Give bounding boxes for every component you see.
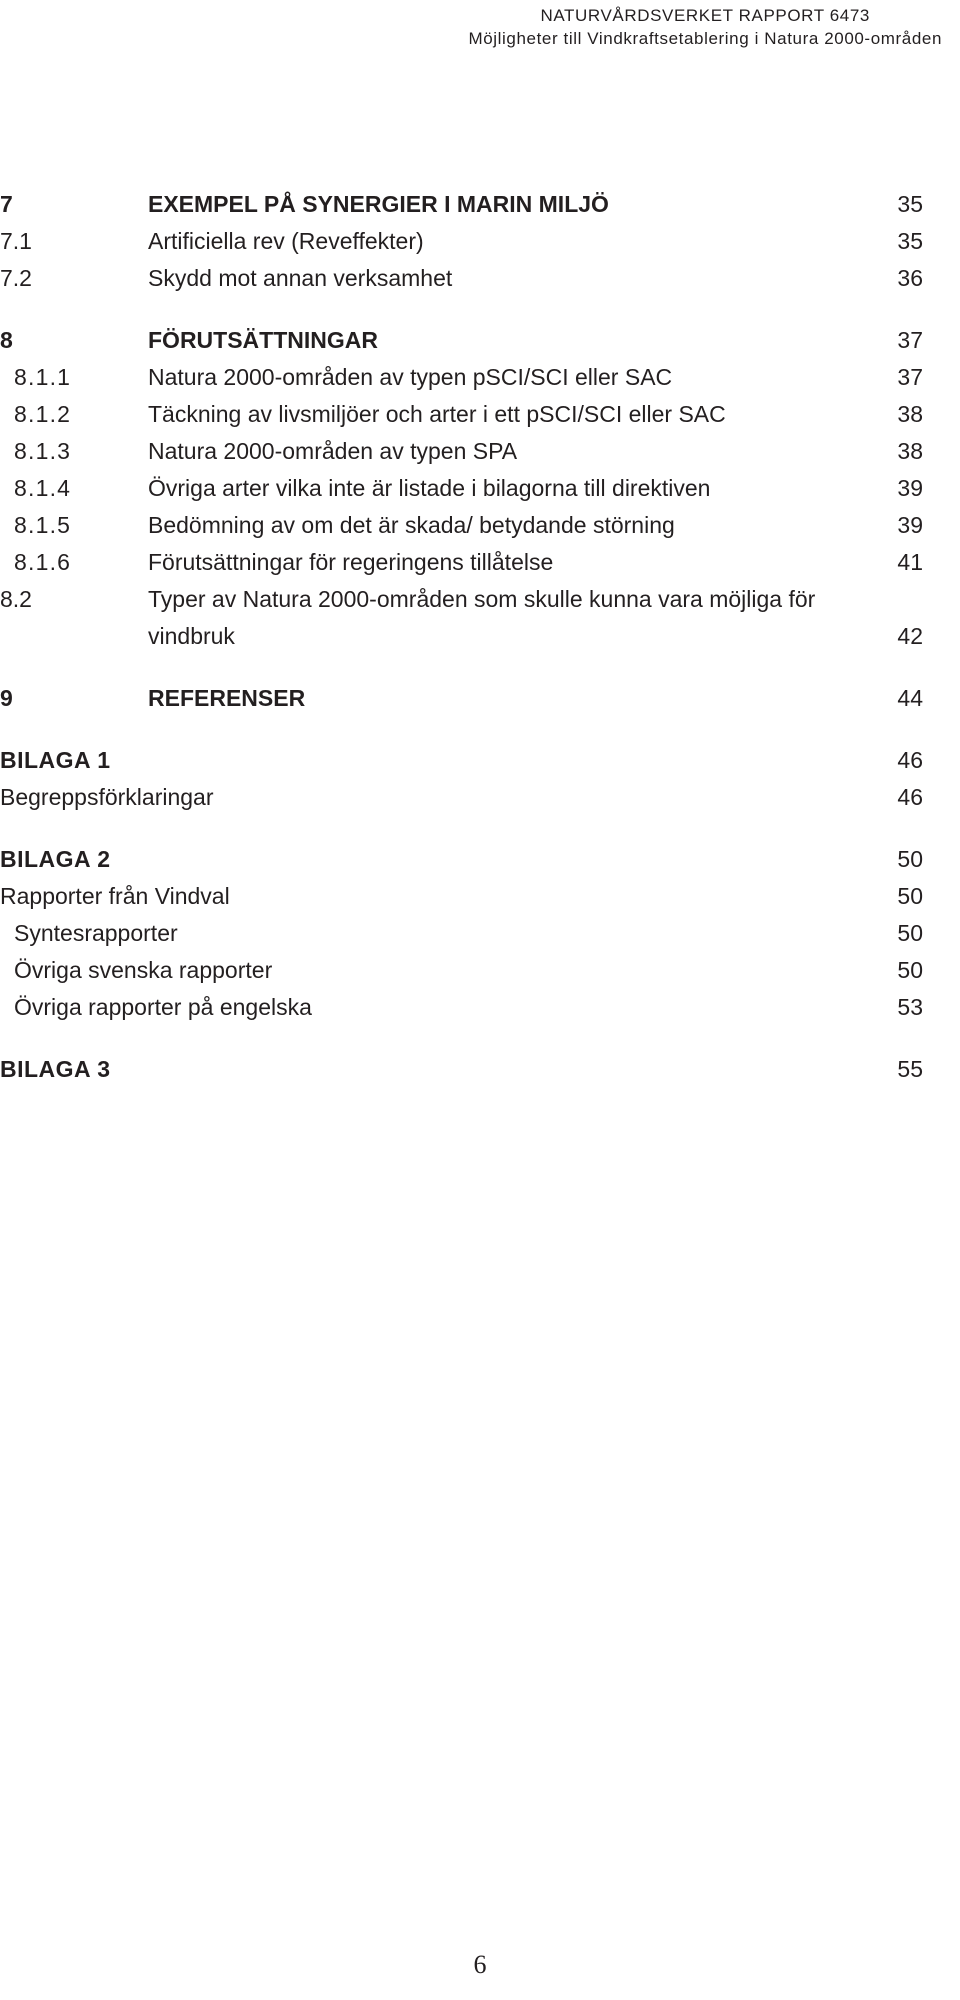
toc-title: Övriga rapporter på engelska [14,994,312,1020]
table-of-contents [0,186,960,1088]
toc-page: 46 [897,784,923,810]
toc-number: 8.1.4 [14,475,72,501]
toc-entry-8-1-2[interactable] [0,396,960,433]
toc-page: 38 [897,438,923,464]
toc-page: 35 [897,228,923,254]
toc-number: 7.2 [0,265,32,291]
toc-entry-ovriga-svenska-rapporter[interactable] [0,952,960,989]
toc-page: 50 [897,920,923,946]
toc-number: 8 [0,327,13,353]
toc-entry-7-2[interactable] [0,260,960,297]
toc-title: Skydd mot annan verksamhet [148,265,453,291]
section-spacer [0,1026,960,1051]
toc-entry-8-1-6[interactable] [0,544,960,581]
toc-entry-bilaga-1[interactable] [0,742,960,779]
toc-title: Typer av Natura 2000-områden som skulle kunna vara möjliga för vindbruk [148,586,816,649]
toc-page: 36 [897,265,923,291]
toc-page: 42 [897,623,923,649]
toc-title: FÖRUTSÄTTNINGAR [148,327,378,353]
toc-page: 50 [897,957,923,983]
toc-page: 37 [897,364,923,390]
toc-entry-rapporter-fran-vindval[interactable] [0,878,960,915]
toc-number: 8.1.3 [14,438,72,464]
toc-title: Rapporter från Vindval [0,883,230,909]
toc-title: Övriga arter vilka inte är listade i bilagorna till direktiven [148,475,711,501]
toc-title: BILAGA 1 [0,747,111,773]
toc-number: 8.1.1 [14,364,72,390]
toc-number: 7.1 [0,228,32,254]
section-spacer [0,717,960,742]
toc-entry-8-1-3[interactable] [0,433,960,470]
toc-title: Förutsättningar för regeringens tillåtelse [148,549,554,575]
page-number [0,1950,960,1980]
toc-title: Natura 2000-områden av typen pSCI/SCI eller SAC [148,364,673,390]
section-spacer [0,816,960,841]
toc-page: 55 [897,1056,923,1082]
toc-page: 35 [897,191,923,217]
toc-page: 41 [897,549,923,575]
toc-entry-8-1-5[interactable] [0,507,960,544]
toc-page: 46 [897,747,923,773]
page-number-text: 6 [473,1950,487,1979]
toc-number: 8.1.6 [14,549,72,575]
toc-title: Bedömning av om det är skada/ betydande störning [148,512,675,538]
toc-entry-syntesrapporter[interactable] [0,915,960,952]
toc-page: 44 [897,685,923,711]
toc-entry-8-1-1[interactable] [0,359,960,396]
toc-title: BILAGA 2 [0,846,111,872]
toc-entry-8-1-4[interactable] [0,470,960,507]
toc-title: Övriga svenska rapporter [14,957,273,983]
toc-title: Artificiella rev (Reveffekter) [148,228,424,254]
toc-number: 8.1.5 [14,512,72,538]
toc-number: 8.2 [0,586,32,612]
toc-page: 39 [897,512,923,538]
toc-entry-7-1[interactable] [0,223,960,260]
toc-entry-ovriga-rapporter-pa-engelska[interactable] [0,989,960,1026]
toc-entry-bilaga-2[interactable] [0,841,960,878]
report-series-title: NATURVÅRDSVERKET RAPPORT 6473 [540,6,870,25]
toc-page: 39 [897,475,923,501]
toc-entry-chapter-7[interactable] [0,186,960,223]
report-subtitle: Möjligheter till Vindkraftsetablering i Natura 2000-områden [468,29,942,48]
toc-number: 8.1.2 [14,401,72,427]
toc-page: 53 [897,994,923,1020]
toc-title: Natura 2000-områden av typen SPA [148,438,518,464]
running-header [468,4,942,50]
toc-title: Syntesrapporter [14,920,178,946]
toc-page: 50 [897,846,923,872]
toc-entry-chapter-9[interactable] [0,680,960,717]
section-spacer [0,297,960,322]
toc-title: REFERENSER [148,685,306,711]
toc-number: 7 [0,191,13,217]
toc-title: EXEMPEL PÅ SYNERGIER I MARIN MILJÖ [148,191,609,217]
toc-page: 50 [897,883,923,909]
toc-page: 37 [897,327,923,353]
toc-entry-begreppsforklaringar[interactable] [0,779,960,816]
toc-title: Täckning av livsmiljöer och arter i ett pSCI/SCI eller SAC [148,401,726,427]
section-spacer [0,655,960,680]
toc-title: Begreppsförklaringar [0,784,214,810]
toc-page: 38 [897,401,923,427]
toc-entry-8-2[interactable] [0,581,960,655]
toc-number: 9 [0,685,13,711]
toc-entry-bilaga-3[interactable] [0,1051,960,1088]
toc-title: BILAGA 3 [0,1056,111,1082]
toc-entry-chapter-8[interactable] [0,322,960,359]
